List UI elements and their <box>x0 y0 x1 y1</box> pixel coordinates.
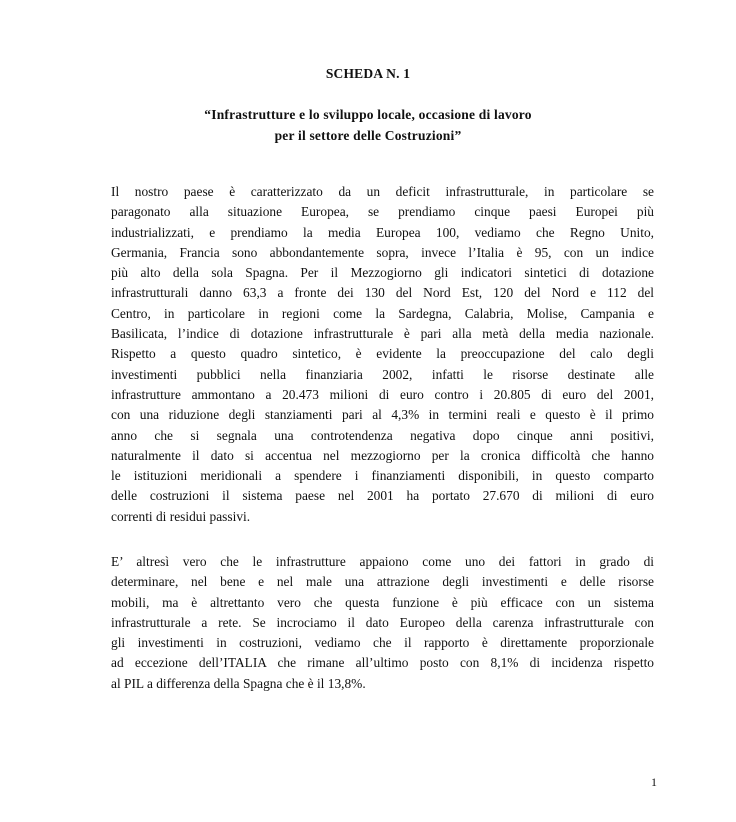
paragraph-line: Germania, Francia sono abbondantemente sopra, invece l’Italia è 95, con un indice <box>111 244 654 260</box>
paragraph-line: investimenti pubblici nella finanziaria 2002, infatti le risorse destinate alle <box>111 366 654 382</box>
paragraph-line: gli investimenti in costruzioni, vediamo che il rapporto è direttamente proporzionale <box>111 635 654 651</box>
paragraph-line: naturalmente il dato si accentua nel mezzogiorno per la cronica difficoltà che hanno <box>111 447 654 463</box>
paragraph-line: infrastrutturale a rete. Se incrociamo il dato Europeo della carenza infrastrutturale con <box>111 614 654 630</box>
paragraph-line: infrastrutturali danno 63,3 a fronte dei 130 del Nord Est, 120 del Nord e 112 del <box>111 285 654 301</box>
paragraph-line: Basilicata, l’indice di dotazione infrastrutturale è pari alla metà della media nazionale. <box>111 326 654 342</box>
paragraph-line: Rispetto a questo quadro sintetico, è evidente la preoccupazione del calo degli <box>111 346 654 362</box>
paragraph-line: correnti di residui passivi. <box>111 508 251 524</box>
document-subtitle-line-1: “Infrastrutture e lo sviluppo locale, occasione di lavoro <box>204 107 532 122</box>
paragraph-line: E’ altresì vero che le infrastrutture appaiono come uno dei fattori in grado di <box>111 554 654 569</box>
paragraph-line: paragonato alla situazione Europea, se prendiamo cinque paesi Europei più <box>111 204 654 220</box>
paragraph-line: anno che si segnala una controtendenza negativa dopo cinque anni positivi, <box>111 427 654 443</box>
document-title: SCHEDA N. 1 <box>325 66 411 81</box>
document-subtitle-line-2: per il settore delle Costruzioni” <box>274 128 462 143</box>
page-number: 1 <box>651 775 657 789</box>
paragraph-line: mobili, ma è altrettanto vero che questa funzione è più efficace con un sistema <box>111 594 654 610</box>
paragraph-line: Il nostro paese è caratterizzato da un deficit infrastrutturale, in particolare se <box>111 184 654 199</box>
paragraph-1 <box>111 182 654 527</box>
paragraph-line: al PIL a differenza della Spagna che è il 13,8%. <box>111 675 366 691</box>
paragraph-line: industrializzati, e prendiamo la media Europea 100, vediamo che Regno Unito, <box>111 224 654 240</box>
paragraph-line: le istituzioni meridionali a spendere i finanziamenti disponibili, in questo comparto <box>111 468 654 484</box>
paragraph-line: determinare, nel bene e nel male una attrazione degli investimenti e delle risorse <box>111 574 654 590</box>
paragraph-line: Centro, in particolare in regioni come la Sardegna, Calabria, Molise, Campania e <box>111 305 654 321</box>
paragraph-line: ad eccezione dell’ITALIA che rimane all’ultimo posto con 8,1% di incidenza rispetto <box>111 655 654 671</box>
paragraph-line: con una riduzione degli stanziamenti pari al 4,3% in termini reali e questo è il primo <box>111 407 654 423</box>
paragraph-line: più alto della sola Spagna. Per il Mezzogiorno gli indicatori sintetici di dotazione <box>111 265 654 281</box>
paragraph-line: infrastrutture ammontano a 20.473 milioni di euro contro i 20.805 di euro del 2001, <box>111 386 654 402</box>
paragraph-line: delle costruzioni il sistema paese nel 2001 ha portato 27.670 di milioni di euro <box>111 488 654 504</box>
paragraph-2 <box>111 552 654 694</box>
